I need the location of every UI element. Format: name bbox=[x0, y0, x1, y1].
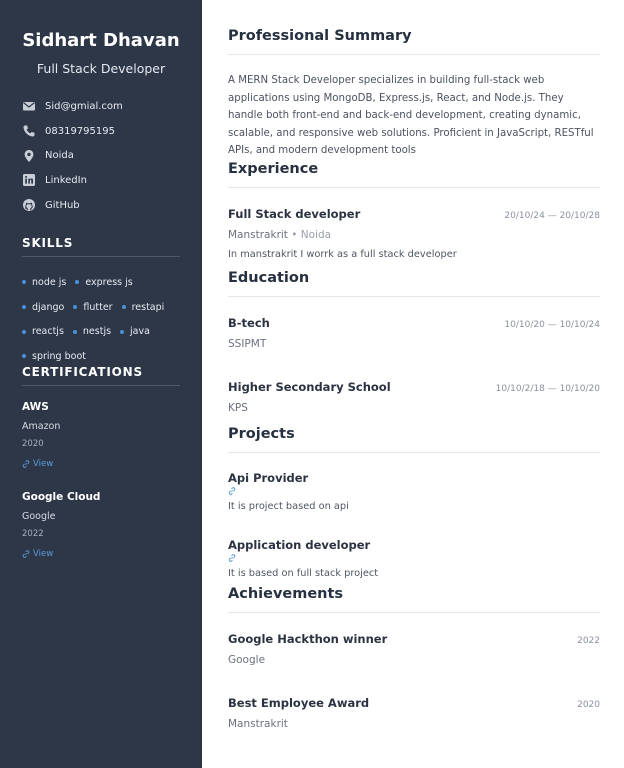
skill-chip bbox=[120, 326, 150, 337]
contact-list bbox=[22, 94, 123, 217]
bullet-dot-icon bbox=[22, 280, 26, 284]
sidebar bbox=[0, 0, 202, 768]
contact-phone[interactable] bbox=[22, 119, 123, 144]
achievements-heading: Achievements bbox=[228, 586, 344, 602]
experience-heading: Experience bbox=[228, 161, 319, 177]
projects-divider bbox=[228, 452, 600, 453]
certifications-heading: CERTIFICATIONS bbox=[22, 365, 143, 379]
experience-divider bbox=[228, 187, 600, 188]
skill-chip bbox=[22, 302, 64, 313]
bullet-dot-icon bbox=[73, 305, 77, 309]
contact-email[interactable] bbox=[22, 94, 123, 119]
certification-item bbox=[22, 401, 60, 469]
skill-label: reactjs bbox=[32, 326, 64, 338]
bullet-dot-icon bbox=[22, 330, 26, 334]
cert-year: 2022 bbox=[22, 529, 44, 539]
skill-chip bbox=[22, 351, 86, 362]
skill-chip bbox=[73, 302, 112, 313]
certification-item bbox=[22, 491, 100, 559]
skill-row bbox=[22, 295, 192, 320]
skills-list bbox=[22, 270, 192, 369]
contact-linkedin-text: LinkedIn bbox=[45, 174, 87, 186]
cert-name: Google Cloud bbox=[22, 491, 101, 503]
summary-divider bbox=[228, 54, 600, 55]
education-title: Higher Secondary School bbox=[228, 380, 391, 394]
skill-row bbox=[22, 270, 192, 295]
contact-location-text: Noida bbox=[45, 150, 74, 162]
project-description: It is project based on api bbox=[228, 501, 349, 512]
education-institution: KPS bbox=[228, 402, 248, 414]
summary-text: A MERN Stack Developer specializes in building full-stack web applications using MongoDB, Express.js, React, and Node.js. They handle both front-end and back-end development, creating dynamic, scalable, and responsive web solutions. Proficient in JavaScript, RESTful APIs, and modern development tools bbox=[228, 75, 594, 157]
bullet-dot-icon bbox=[122, 305, 126, 309]
cert-issuer: Amazon bbox=[22, 421, 61, 432]
skill-row bbox=[22, 319, 192, 344]
achievement-item bbox=[228, 696, 600, 730]
main-content bbox=[228, 0, 600, 768]
skill-label: django bbox=[32, 301, 65, 313]
contact-email-text: Sid@gmial.com bbox=[45, 100, 123, 112]
project-link[interactable] bbox=[228, 554, 600, 564]
education-dates: 10/10/2/18 — 10/10/20 bbox=[495, 384, 600, 394]
bullet-dot-icon bbox=[73, 330, 77, 334]
bullet-dot-icon bbox=[22, 354, 26, 358]
link-icon bbox=[22, 460, 30, 468]
skills-heading: SKILLS bbox=[22, 236, 74, 250]
experience-title: Full Stack developer bbox=[228, 207, 361, 221]
education-item bbox=[228, 380, 600, 414]
achievement-year: 2020 bbox=[577, 700, 600, 710]
skill-label: express js bbox=[85, 276, 133, 288]
cert-name: AWS bbox=[22, 401, 49, 413]
cert-year: 2020 bbox=[22, 439, 44, 449]
skill-label: spring boot bbox=[32, 350, 86, 362]
experience-item bbox=[228, 207, 600, 260]
education-title: B-tech bbox=[228, 316, 270, 330]
skill-label: java bbox=[130, 326, 150, 338]
project-title: Api Provider bbox=[228, 471, 309, 485]
education-dates: 10/10/20 — 10/10/24 bbox=[504, 320, 600, 330]
experience-location: Noida bbox=[300, 229, 332, 241]
cert-view-label: View bbox=[33, 459, 54, 469]
achievement-year: 2022 bbox=[577, 636, 600, 646]
profile-name: Sidhart Dhavan bbox=[22, 30, 180, 51]
bullet-dot-icon bbox=[120, 330, 124, 334]
project-item bbox=[228, 471, 600, 512]
skill-chip bbox=[22, 326, 64, 337]
bullet-dot-icon bbox=[22, 305, 26, 309]
linkedin-icon bbox=[22, 173, 36, 187]
achievements-divider bbox=[228, 612, 600, 613]
achievement-title: Best Employee Award bbox=[228, 696, 370, 710]
github-icon bbox=[22, 198, 36, 212]
phone-icon bbox=[22, 124, 36, 138]
skills-divider bbox=[22, 256, 180, 257]
skill-label: nestjs bbox=[82, 326, 112, 338]
skill-chip bbox=[75, 277, 132, 288]
projects-heading: Projects bbox=[228, 426, 295, 442]
experience-dates: 20/10/24 — 20/10/28 bbox=[504, 211, 600, 221]
project-description: It is based on full stack project bbox=[228, 568, 379, 579]
skill-label: node js bbox=[32, 276, 67, 288]
cert-issuer: Google bbox=[22, 511, 56, 522]
contact-location bbox=[22, 143, 123, 168]
summary-heading: Professional Summary bbox=[228, 28, 412, 44]
achievement-title: Google Hackthon winner bbox=[228, 632, 388, 646]
skill-chip bbox=[122, 302, 165, 313]
skill-label: flutter bbox=[83, 301, 113, 313]
cert-view-link[interactable] bbox=[22, 549, 100, 559]
achievement-issuer: Google bbox=[228, 654, 266, 666]
contact-github[interactable] bbox=[22, 193, 123, 218]
location-pin-icon bbox=[22, 149, 36, 163]
envelope-icon bbox=[22, 99, 36, 113]
cert-view-link[interactable] bbox=[22, 459, 60, 469]
contact-phone-text: 08319795195 bbox=[45, 125, 115, 137]
education-heading: Education bbox=[228, 270, 310, 286]
experience-description: In manstrakrit I worrk as a full stack developer bbox=[228, 249, 457, 260]
achievement-item bbox=[228, 632, 600, 666]
education-institution: SSIPMT bbox=[228, 338, 267, 350]
project-title: Application developer bbox=[228, 538, 371, 552]
contact-github-text: GitHub bbox=[45, 199, 80, 211]
education-item bbox=[228, 316, 600, 350]
experience-company: Manstrakrit bbox=[228, 229, 288, 241]
bullet-dot-icon bbox=[75, 280, 79, 284]
profile-role: Full Stack Developer bbox=[36, 61, 166, 76]
project-item bbox=[228, 538, 600, 579]
education-divider bbox=[228, 296, 600, 297]
link-icon bbox=[228, 554, 236, 562]
achievement-issuer: Manstrakrit bbox=[228, 718, 288, 730]
cert-view-label: View bbox=[33, 549, 54, 559]
skill-chip bbox=[73, 326, 111, 337]
experience-company-line: Manstrakrit • Noida bbox=[228, 229, 332, 241]
project-link[interactable] bbox=[228, 487, 600, 497]
link-icon bbox=[22, 550, 30, 558]
skill-chip bbox=[22, 277, 66, 288]
skill-label: restapi bbox=[131, 301, 165, 313]
contact-linkedin[interactable] bbox=[22, 168, 123, 193]
certifications-divider bbox=[22, 385, 180, 386]
link-icon bbox=[228, 487, 236, 495]
